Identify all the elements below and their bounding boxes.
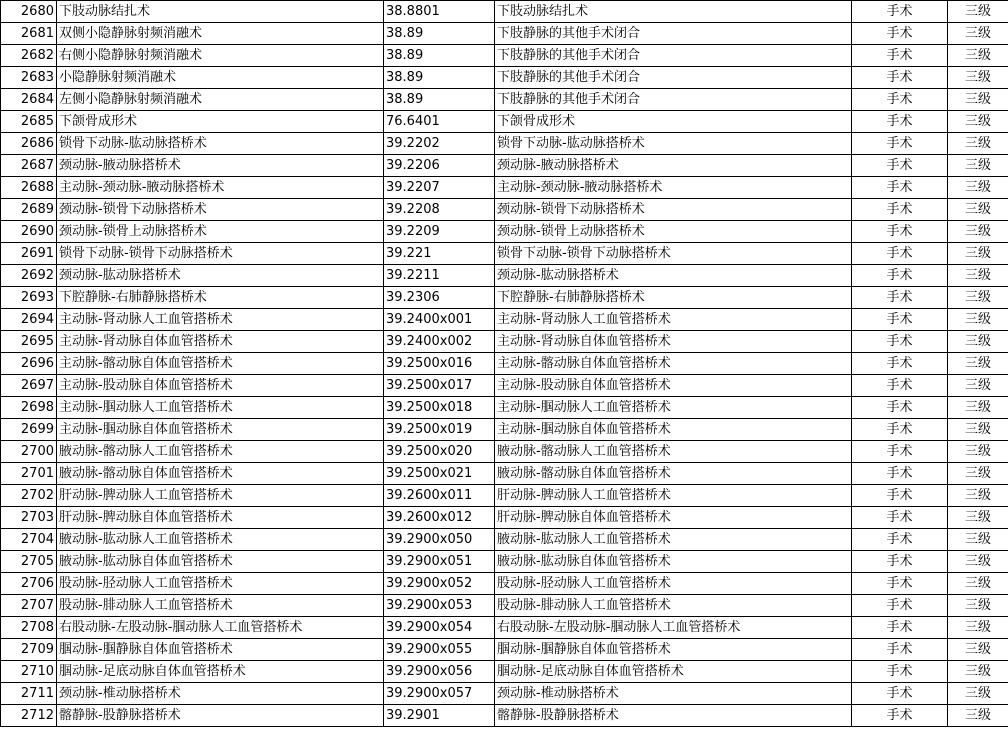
table-row (1, 485, 1008, 507)
row-index-cell[interactable]: 2682 (1, 45, 57, 67)
row-index-cell[interactable]: 2687 (1, 155, 57, 177)
procedure-type-cell[interactable]: 手术 (852, 485, 948, 507)
procedure-name-cell[interactable]: 锁骨下动脉-锁骨下动脉搭桥术 (57, 243, 384, 265)
table-row (1, 419, 1008, 441)
procedure-level-cell[interactable]: 三级 (948, 485, 1008, 507)
procedure-name-cell[interactable]: 颈动脉-腋动脉搭桥术 (57, 155, 384, 177)
procedure-category-cell[interactable]: 下腔静脉-右肺静脉搭桥术 (495, 287, 852, 309)
procedure-name-cell[interactable]: 腘动脉-腘静脉自体血管搭桥术 (57, 639, 384, 661)
procedure-type-cell[interactable]: 手术 (852, 573, 948, 595)
procedure-level-cell[interactable]: 三级 (948, 177, 1008, 199)
row-index-cell[interactable]: 2691 (1, 243, 57, 265)
procedure-level-cell[interactable]: 三级 (948, 353, 1008, 375)
row-index-cell[interactable]: 2684 (1, 89, 57, 111)
procedure-type-cell[interactable]: 手术 (852, 309, 948, 331)
row-index-cell[interactable]: 2712 (1, 705, 57, 727)
procedure-category-cell[interactable]: 颈动脉-腋动脉搭桥术 (495, 155, 852, 177)
procedure-category-cell[interactable]: 主动脉-肾动脉自体血管搭桥术 (495, 331, 852, 353)
procedure-code-cell[interactable]: 39.2500x019 (384, 419, 495, 441)
procedure-category-cell[interactable]: 腋动脉-髂动脉自体血管搭桥术 (495, 463, 852, 485)
procedure-category-cell[interactable]: 右股动脉-左股动脉-腘动脉人工血管搭桥术 (495, 617, 852, 639)
procedure-code-cell[interactable]: 39.2900x055 (384, 639, 495, 661)
procedure-level-cell[interactable]: 三级 (948, 1, 1008, 23)
table-row (1, 177, 1008, 199)
table-row (1, 683, 1008, 705)
procedure-name-cell[interactable]: 主动脉-颈动脉-腋动脉搭桥术 (57, 177, 384, 199)
procedure-category-cell[interactable]: 主动脉-股动脉自体血管搭桥术 (495, 375, 852, 397)
procedure-type-cell[interactable]: 手术 (852, 243, 948, 265)
procedure-type-cell[interactable]: 手术 (852, 111, 948, 133)
procedure-type-cell[interactable]: 手术 (852, 397, 948, 419)
procedure-name-cell[interactable]: 肝动脉-脾动脉人工血管搭桥术 (57, 485, 384, 507)
procedure-level-cell[interactable]: 三级 (948, 155, 1008, 177)
table-row (1, 287, 1008, 309)
procedure-name-cell[interactable]: 腋动脉-髂动脉人工血管搭桥术 (57, 441, 384, 463)
procedure-category-cell[interactable]: 主动脉-肾动脉人工血管搭桥术 (495, 309, 852, 331)
procedure-level-cell[interactable]: 三级 (948, 89, 1008, 111)
procedure-level-cell[interactable]: 三级 (948, 331, 1008, 353)
procedure-type-cell[interactable]: 手术 (852, 441, 948, 463)
procedure-level-cell[interactable]: 三级 (948, 529, 1008, 551)
table-row (1, 529, 1008, 551)
procedure-code-cell[interactable]: 39.2600x012 (384, 507, 495, 529)
table-row (1, 243, 1008, 265)
row-index-cell[interactable]: 2702 (1, 485, 57, 507)
table-row (1, 441, 1008, 463)
procedure-code-cell[interactable]: 39.2500x018 (384, 397, 495, 419)
procedure-category-cell[interactable]: 腘动脉-足底动脉自体血管搭桥术 (495, 661, 852, 683)
table-row (1, 573, 1008, 595)
procedure-type-cell[interactable]: 手术 (852, 353, 948, 375)
table-body (1, 1, 1008, 727)
procedure-name-cell[interactable]: 颈动脉-椎动脉搭桥术 (57, 683, 384, 705)
row-index-cell[interactable]: 2708 (1, 617, 57, 639)
procedure-code-cell[interactable]: 39.2900x054 (384, 617, 495, 639)
procedure-level-cell[interactable]: 三级 (948, 23, 1008, 45)
procedure-code-cell[interactable]: 39.2209 (384, 221, 495, 243)
procedure-name-cell[interactable]: 主动脉-肾动脉人工血管搭桥术 (57, 309, 384, 331)
procedure-type-cell[interactable]: 手术 (852, 221, 948, 243)
row-index-cell[interactable]: 2688 (1, 177, 57, 199)
procedure-code-cell[interactable]: 38.89 (384, 45, 495, 67)
procedure-category-cell[interactable]: 股动脉-腓动脉人工血管搭桥术 (495, 595, 852, 617)
procedure-category-cell[interactable]: 下肢动脉结扎术 (495, 1, 852, 23)
procedure-level-cell[interactable]: 三级 (948, 617, 1008, 639)
procedure-code-cell[interactable]: 38.8801 (384, 1, 495, 23)
procedure-type-cell[interactable]: 手术 (852, 1, 948, 23)
procedure-type-cell[interactable]: 手术 (852, 595, 948, 617)
procedure-code-cell[interactable]: 39.2900x051 (384, 551, 495, 573)
procedure-type-cell[interactable]: 手术 (852, 507, 948, 529)
procedure-name-cell[interactable]: 颈动脉-锁骨下动脉搭桥术 (57, 199, 384, 221)
procedure-type-cell[interactable]: 手术 (852, 639, 948, 661)
procedure-level-cell[interactable]: 三级 (948, 683, 1008, 705)
procedure-name-cell[interactable]: 腘动脉-足底动脉自体血管搭桥术 (57, 661, 384, 683)
procedure-code-cell[interactable]: 39.2900x053 (384, 595, 495, 617)
procedure-category-cell[interactable]: 腘动脉-腘静脉自体血管搭桥术 (495, 639, 852, 661)
procedure-category-cell[interactable]: 主动脉-颈动脉-腋动脉搭桥术 (495, 177, 852, 199)
row-index-cell[interactable]: 2703 (1, 507, 57, 529)
procedure-level-cell[interactable]: 三级 (948, 199, 1008, 221)
procedure-category-cell[interactable]: 锁骨下动脉-锁骨下动脉搭桥术 (495, 243, 852, 265)
procedure-type-cell[interactable]: 手术 (852, 287, 948, 309)
procedure-type-cell[interactable]: 手术 (852, 265, 948, 287)
procedure-name-cell[interactable]: 腋动脉-肱动脉自体血管搭桥术 (57, 551, 384, 573)
procedure-category-cell[interactable]: 下肢静脉的其他手术闭合 (495, 23, 852, 45)
row-index-cell[interactable]: 2680 (1, 1, 57, 23)
procedure-code-cell[interactable]: 39.221 (384, 243, 495, 265)
procedure-category-cell[interactable]: 腋动脉-肱动脉自体血管搭桥术 (495, 551, 852, 573)
procedure-level-cell[interactable]: 三级 (948, 705, 1008, 727)
row-index-cell[interactable]: 2707 (1, 595, 57, 617)
row-index-cell[interactable]: 2683 (1, 67, 57, 89)
procedure-category-cell[interactable]: 下肢静脉的其他手术闭合 (495, 89, 852, 111)
procedure-name-cell[interactable]: 主动脉-腘动脉人工血管搭桥术 (57, 397, 384, 419)
procedure-level-cell[interactable]: 三级 (948, 551, 1008, 573)
procedure-level-cell[interactable]: 三级 (948, 309, 1008, 331)
procedure-type-cell[interactable]: 手术 (852, 551, 948, 573)
table-row (1, 221, 1008, 243)
procedure-category-cell[interactable]: 股动脉-胫动脉人工血管搭桥术 (495, 573, 852, 595)
procedure-category-cell[interactable]: 髂静脉-股静脉搭桥术 (495, 705, 852, 727)
procedure-level-cell[interactable]: 三级 (948, 45, 1008, 67)
procedure-type-cell[interactable]: 手术 (852, 23, 948, 45)
procedure-level-cell[interactable]: 三级 (948, 265, 1008, 287)
table-row (1, 551, 1008, 573)
procedure-name-cell[interactable]: 主动脉-髂动脉自体血管搭桥术 (57, 353, 384, 375)
table-row (1, 661, 1008, 683)
procedure-type-cell[interactable]: 手术 (852, 67, 948, 89)
procedure-level-cell[interactable]: 三级 (948, 375, 1008, 397)
procedure-level-cell[interactable]: 三级 (948, 221, 1008, 243)
row-index-cell[interactable]: 2705 (1, 551, 57, 573)
table-row (1, 155, 1008, 177)
table-row (1, 375, 1008, 397)
procedure-type-cell[interactable]: 手术 (852, 133, 948, 155)
procedure-level-cell[interactable]: 三级 (948, 419, 1008, 441)
procedure-code-cell[interactable]: 39.2901 (384, 705, 495, 727)
procedure-type-cell[interactable]: 手术 (852, 705, 948, 727)
row-index-cell[interactable]: 2689 (1, 199, 57, 221)
row-index-cell[interactable]: 2681 (1, 23, 57, 45)
procedure-category-cell[interactable]: 下肢静脉的其他手术闭合 (495, 45, 852, 67)
procedure-name-cell[interactable]: 髂静脉-股静脉搭桥术 (57, 705, 384, 727)
row-index-cell[interactable]: 2693 (1, 287, 57, 309)
row-index-cell[interactable]: 2701 (1, 463, 57, 485)
procedure-category-cell[interactable]: 下颌骨成形术 (495, 111, 852, 133)
procedure-level-cell[interactable]: 三级 (948, 111, 1008, 133)
procedure-code-cell[interactable]: 38.89 (384, 89, 495, 111)
row-index-cell[interactable]: 2698 (1, 397, 57, 419)
procedure-code-cell[interactable]: 76.6401 (384, 111, 495, 133)
table-row (1, 353, 1008, 375)
procedure-code-cell[interactable]: 39.2208 (384, 199, 495, 221)
procedure-name-cell[interactable]: 颈动脉-锁骨上动脉搭桥术 (57, 221, 384, 243)
procedure-level-cell[interactable]: 三级 (948, 463, 1008, 485)
procedure-code-cell[interactable]: 39.2500x020 (384, 441, 495, 463)
procedure-category-cell[interactable]: 颈动脉-肱动脉搭桥术 (495, 265, 852, 287)
procedure-code-cell[interactable]: 38.89 (384, 67, 495, 89)
row-index-cell[interactable]: 2685 (1, 111, 57, 133)
procedure-level-cell[interactable]: 三级 (948, 595, 1008, 617)
procedure-category-cell[interactable]: 腋动脉-髂动脉人工血管搭桥术 (495, 441, 852, 463)
row-index-cell[interactable]: 2697 (1, 375, 57, 397)
procedure-type-cell[interactable]: 手术 (852, 463, 948, 485)
row-index-cell[interactable]: 2695 (1, 331, 57, 353)
table-row (1, 265, 1008, 287)
procedure-type-cell[interactable]: 手术 (852, 419, 948, 441)
procedure-level-cell[interactable]: 三级 (948, 133, 1008, 155)
procedure-level-cell[interactable]: 三级 (948, 441, 1008, 463)
procedure-code-cell[interactable]: 39.2500x021 (384, 463, 495, 485)
row-index-cell[interactable]: 2699 (1, 419, 57, 441)
procedure-code-cell[interactable]: 38.89 (384, 23, 495, 45)
procedure-level-cell[interactable]: 三级 (948, 639, 1008, 661)
procedure-type-cell[interactable]: 手术 (852, 529, 948, 551)
procedure-code-cell[interactable]: 39.2900x057 (384, 683, 495, 705)
procedure-type-cell[interactable]: 手术 (852, 375, 948, 397)
procedure-code-cell[interactable]: 39.2207 (384, 177, 495, 199)
procedure-name-cell[interactable]: 小隐静脉射频消融术 (57, 67, 384, 89)
procedure-category-cell[interactable]: 主动脉-髂动脉自体血管搭桥术 (495, 353, 852, 375)
row-index-cell[interactable]: 2706 (1, 573, 57, 595)
table-row (1, 617, 1008, 639)
table-row (1, 111, 1008, 133)
procedure-name-cell[interactable]: 双侧小隐静脉射频消融术 (57, 23, 384, 45)
procedure-level-cell[interactable]: 三级 (948, 397, 1008, 419)
row-index-cell[interactable]: 2700 (1, 441, 57, 463)
row-index-cell[interactable]: 2709 (1, 639, 57, 661)
procedure-level-cell[interactable]: 三级 (948, 507, 1008, 529)
procedure-type-cell[interactable]: 手术 (852, 617, 948, 639)
procedure-code-cell[interactable]: 39.2400x001 (384, 309, 495, 331)
table-row (1, 23, 1008, 45)
row-index-cell[interactable]: 2694 (1, 309, 57, 331)
procedure-category-cell[interactable]: 肝动脉-脾动脉自体血管搭桥术 (495, 507, 852, 529)
procedure-type-cell[interactable]: 手术 (852, 683, 948, 705)
procedure-code-cell[interactable]: 39.2306 (384, 287, 495, 309)
row-index-cell[interactable]: 2704 (1, 529, 57, 551)
table-row (1, 639, 1008, 661)
procedure-category-cell[interactable]: 主动脉-腘动脉人工血管搭桥术 (495, 397, 852, 419)
procedure-name-cell[interactable]: 主动脉-腘动脉自体血管搭桥术 (57, 419, 384, 441)
procedure-type-cell[interactable]: 手术 (852, 177, 948, 199)
procedure-type-cell[interactable]: 手术 (852, 89, 948, 111)
procedure-code-cell[interactable]: 39.2400x002 (384, 331, 495, 353)
procedure-category-cell[interactable]: 肝动脉-脾动脉人工血管搭桥术 (495, 485, 852, 507)
procedure-category-cell[interactable]: 腋动脉-肱动脉人工血管搭桥术 (495, 529, 852, 551)
procedure-code-cell[interactable]: 39.2900x050 (384, 529, 495, 551)
procedure-name-cell[interactable]: 右股动脉-左股动脉-腘动脉人工血管搭桥术 (57, 617, 384, 639)
table-row (1, 463, 1008, 485)
procedure-level-cell[interactable]: 三级 (948, 243, 1008, 265)
procedure-level-cell[interactable]: 三级 (948, 661, 1008, 683)
row-index-cell[interactable]: 2686 (1, 133, 57, 155)
procedure-name-cell[interactable]: 下颌骨成形术 (57, 111, 384, 133)
procedure-type-cell[interactable]: 手术 (852, 661, 948, 683)
procedure-level-cell[interactable]: 三级 (948, 67, 1008, 89)
procedure-code-cell[interactable]: 39.2202 (384, 133, 495, 155)
table-row (1, 397, 1008, 419)
row-index-cell[interactable]: 2711 (1, 683, 57, 705)
procedure-type-cell[interactable]: 手术 (852, 199, 948, 221)
table-row (1, 1, 1008, 23)
procedure-category-cell[interactable]: 颈动脉-椎动脉搭桥术 (495, 683, 852, 705)
procedure-code-cell[interactable]: 39.2206 (384, 155, 495, 177)
table-row (1, 595, 1008, 617)
procedure-code-cell[interactable]: 39.2600x011 (384, 485, 495, 507)
procedure-level-cell[interactable]: 三级 (948, 573, 1008, 595)
procedure-name-cell[interactable]: 主动脉-股动脉自体血管搭桥术 (57, 375, 384, 397)
procedure-category-cell[interactable]: 下肢静脉的其他手术闭合 (495, 67, 852, 89)
table-row (1, 331, 1008, 353)
row-index-cell[interactable]: 2696 (1, 353, 57, 375)
procedure-name-cell[interactable]: 股动脉-腓动脉人工血管搭桥术 (57, 595, 384, 617)
procedure-code-cell[interactable]: 39.2500x017 (384, 375, 495, 397)
procedure-category-cell[interactable]: 主动脉-腘动脉自体血管搭桥术 (495, 419, 852, 441)
procedure-level-cell[interactable]: 三级 (948, 287, 1008, 309)
procedure-type-cell[interactable]: 手术 (852, 155, 948, 177)
procedure-name-cell[interactable]: 腋动脉-肱动脉人工血管搭桥术 (57, 529, 384, 551)
table-row (1, 507, 1008, 529)
procedure-type-cell[interactable]: 手术 (852, 331, 948, 353)
table-row (1, 309, 1008, 331)
row-index-cell[interactable]: 2692 (1, 265, 57, 287)
procedure-name-cell[interactable]: 颈动脉-肱动脉搭桥术 (57, 265, 384, 287)
procedure-category-cell[interactable]: 颈动脉-锁骨下动脉搭桥术 (495, 199, 852, 221)
procedure-category-cell[interactable]: 锁骨下动脉-肱动脉搭桥术 (495, 133, 852, 155)
table-row (1, 705, 1008, 727)
procedure-name-cell[interactable]: 股动脉-胫动脉人工血管搭桥术 (57, 573, 384, 595)
table-row (1, 45, 1008, 67)
procedure-name-cell[interactable]: 下腔静脉-右肺静脉搭桥术 (57, 287, 384, 309)
procedure-code-cell[interactable]: 39.2900x056 (384, 661, 495, 683)
procedure-type-cell[interactable]: 手术 (852, 45, 948, 67)
table-row (1, 89, 1008, 111)
table-row (1, 133, 1008, 155)
row-index-cell[interactable]: 2710 (1, 661, 57, 683)
procedure-name-cell[interactable]: 腋动脉-髂动脉自体血管搭桥术 (57, 463, 384, 485)
table-row (1, 199, 1008, 221)
procedure-name-cell[interactable]: 下肢动脉结扎术 (57, 1, 384, 23)
procedure-name-cell[interactable]: 锁骨下动脉-肱动脉搭桥术 (57, 133, 384, 155)
row-index-cell[interactable]: 2690 (1, 221, 57, 243)
procedure-name-cell[interactable]: 主动脉-肾动脉自体血管搭桥术 (57, 331, 384, 353)
table-row (1, 67, 1008, 89)
procedure-code-cell[interactable]: 39.2900x052 (384, 573, 495, 595)
procedure-name-cell[interactable]: 肝动脉-脾动脉自体血管搭桥术 (57, 507, 384, 529)
procedure-code-cell[interactable]: 39.2211 (384, 265, 495, 287)
procedure-code-cell[interactable]: 39.2500x016 (384, 353, 495, 375)
procedure-name-cell[interactable]: 左侧小隐静脉射频消融术 (57, 89, 384, 111)
procedure-name-cell[interactable]: 右侧小隐静脉射频消融术 (57, 45, 384, 67)
procedure-category-cell[interactable]: 颈动脉-锁骨上动脉搭桥术 (495, 221, 852, 243)
